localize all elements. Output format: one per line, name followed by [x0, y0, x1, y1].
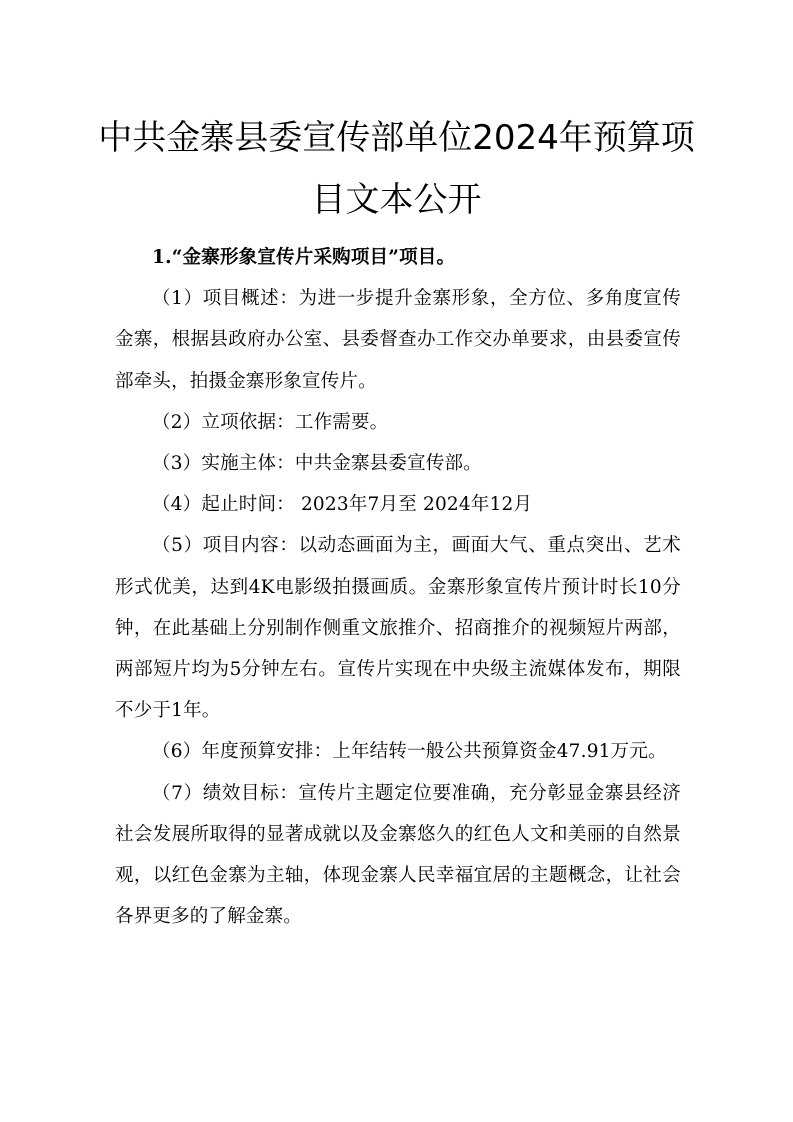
paragraph-period: （4）起止时间： 2023年7月至 2024年12月: [152, 494, 533, 516]
section-heading: 1.“金寨形象宣传片采购项目”项目。: [152, 247, 456, 268]
paragraph-goals: （7）绩效目标：宣传片主题定位要准确，充分彰显金寨县经济社会发展所取得的显著成就以及金寨悠久的红色人文和美丽的自然景观，以红色金寨为主轴，体现金寨人民幸福宜居的主题概念，让社会各界更多的了解金寨。: [115, 782, 681, 928]
document-title-line-1: 中共金寨县委宣传部单位2024年预算项: [98, 118, 695, 158]
document-body: [115, 237, 681, 937]
paragraph-implementer: （3）实施主体：中共金寨县委宣传部。: [152, 453, 482, 475]
paragraph-budget: （6）年度预算安排：上年结转一般公共预算资金47.91万元。: [152, 741, 667, 763]
paragraph-content: （5）项目内容：以动态画面为主，画面大气、重点突出、艺术形式优美，达到4K电影级拍摄画质。金寨形象宣传片预计时长10分钟，在此基础上分别制作侧重文旅推介、招商推介的视频短片两部，两部短片均为5分钟左右。宣传片实现在中央级主流媒体发布，期限不少于1年。: [115, 535, 681, 722]
document-title-line-2: 目文本公开: [311, 180, 482, 220]
paragraph-basis: （2）立项依据：工作需要。: [152, 411, 389, 433]
paragraph-overview: （1）项目概述：为进一步提升金寨形象，全方位、多角度宣传金寨，根据县政府办公室、县委督查办工作交办单要求，由县委宣传部牵头，拍摄金寨形象宣传片。: [115, 288, 681, 392]
